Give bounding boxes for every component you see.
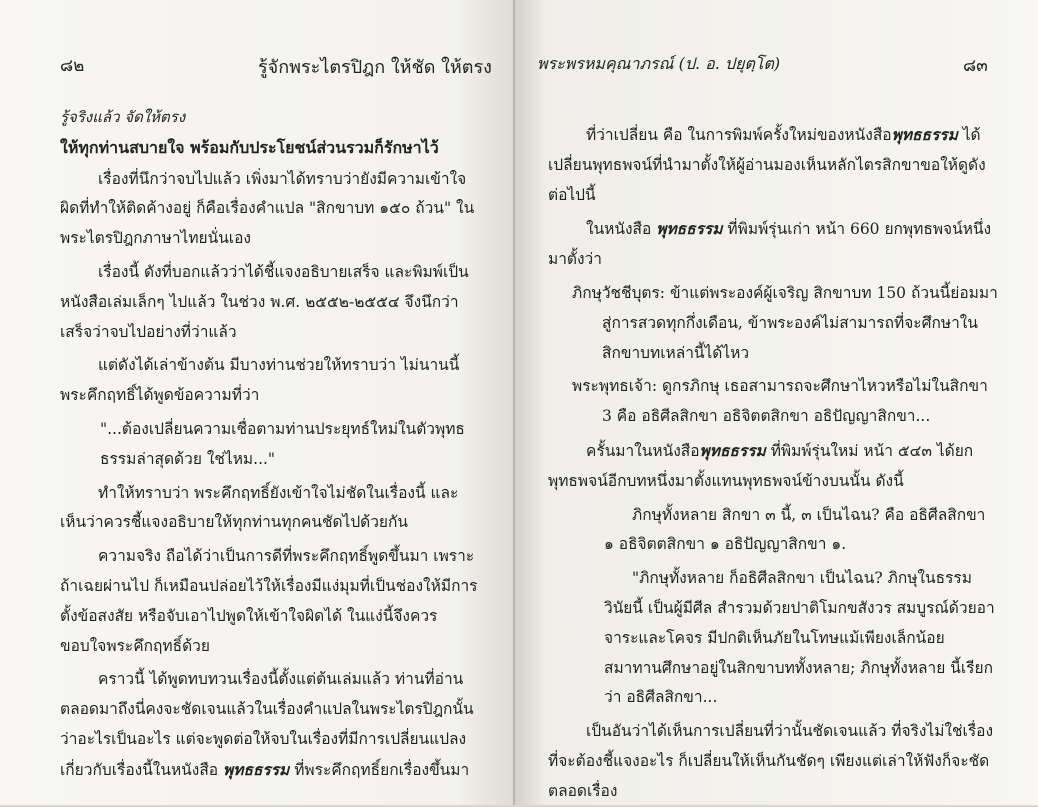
section-subheading-bold: ให้ทุกท่านสบายใจ พร้อมกับประโยชน์ส่วนรวมก็รักษาไว้ xyxy=(60,137,439,157)
dialog-buddha: พระพุทธเจ้า: ดูกรภิกษุ เธอสามารถจะศึกษาไหวหรือไม่ในสิกขา 3 คือ อธิศีลสิกขา อธิจิตตสิกขา อธิปัญญาสิกขา... xyxy=(572,377,988,426)
paragraph-6-tail: ที่พระคึกฤทธิ์ยกเรื่องขึ้นมา xyxy=(289,760,470,779)
right-page-number: ๘๓ xyxy=(963,56,988,76)
left-header-title: รู้จักพระไตรปิฎก ให้ชัด ให้ตรง xyxy=(258,57,492,78)
right-paragraph-1-text: ที่ว่าเปลี่ยน คือ ในการพิมพ์ครั้งใหม่ของหนังสือ xyxy=(586,126,892,144)
right-page-body xyxy=(548,120,998,807)
right-paragraph-3-text: ครั้นมาในหนังสือ xyxy=(586,441,700,460)
dialog-monk: ภิกษุวัชชีบุตร: ข้าแต่พระองค์ผู้เจริญ สิกขาบท 150 ถ้วนนี้ย่อมมาสู่การสวดทุกกึ่งเดือน, ข้าพระองค์ไม่สามารถที่จะศึกษาในสิกขาบทเหล่านี้ได้ไหว xyxy=(572,283,998,362)
paragraph-2: เรื่องนี้ ดังที่บอกแล้วว่าได้ชี้แจงอธิบายเสร็จ และพิมพ์เป็นหนังสือเล่มเล็กๆ ไปแล้ว ในช่วง พ.ศ. ๒๕๕๒-๒๕๕๔ จึงนึกว่าเสร็จว่าจบไปอย่างที่ว่าแล้ว xyxy=(60,262,469,341)
right-paragraph-2-tail: ที่พิมพ์รุ่นเก่า หน้า 660 ยกพุทธพจน์หนึ่งมาตั้งว่า xyxy=(548,220,992,269)
book-title-phutthatham: พุทธธรรม xyxy=(223,759,290,779)
book-title-phutthatham: พุทธธรรม xyxy=(699,440,766,460)
right-paragraph-1-tail: ได้เปลี่ยนพุทธพจน์ที่นำมาตั้งให้ผู้อ่านมองเห็นหลักไตรสิกขาขอให้ดูดังต่อไปนี้ xyxy=(548,126,986,204)
right-paragraph-3-tail: ที่พิมพ์รุ่นใหม่ หน้า ๕๔๓ ได้ยกพุทธพจน์อีกบทหนึ่งมาตั้งแทนพุทธพจน์ข้างบนนั้น ดังนี้ xyxy=(548,441,974,490)
book-title-phutthatham: พุทธธรรม xyxy=(656,219,723,239)
paragraph-1: เรื่องที่นึกว่าจบไปแล้ว เพิ่งมาได้ทราบว่ายังมีความเข้าใจผิดที่ทำให้ติดค้างอยู่ ก็คือเรื่องคำแปล "สิกขาบท ๑๕๐ ถ้วน" ในพระไตรปิฎกภาษาไทยนั่นเอง xyxy=(60,169,475,248)
left-page xyxy=(0,0,515,805)
paragraph-3: แต่ดังได้เล่าข้างต้น มีบางท่านช่วยให้ทราบว่า ไม่นานนี้ พระคึกฤทธิ์ได้พูดข้อความที่ว่า xyxy=(60,356,460,405)
right-paragraph-1 xyxy=(548,120,998,210)
paragraph-6-text: คราวนี้ ได้พูดทบทวนเรื่องนี้ตั้งแต่ต้นเล่มแล้ว ท่านที่อ่านตลอดมาถึงนี่คงจะชัดเจนแล้วในเรื่องคำแปลในพระไตรปิฎกนั้นว่าอะไรเป็นอะไร แต่จะพูดต่อให้จบในเรื่องที่มีการเปลี่ยนแปลงเกี่ยวกับเรื่องนี้ในหนังสือ xyxy=(60,670,474,779)
right-paragraph-4: เป็นอันว่าได้เห็นการเปลี่ยนที่ว่านั้นชัดเจนแล้ว ที่จริงไม่ใช่เรื่องที่จะต้องชี้แจงอะไร ก็เปลี่ยนให้เห็นกันชัดๆ เพียงแต่เล่าให้ฟังก็จะชัดตลอดเรื่อง xyxy=(548,722,994,800)
section-subheading-italic: รู้จริงแล้ว จัดให้ตรง xyxy=(60,108,186,126)
paragraph-6 xyxy=(60,665,480,785)
right-header-title: พระพรหมคุณาภรณ์ (ป. อ. ปยุตฺโต) xyxy=(537,54,781,73)
left-page-body xyxy=(60,103,480,786)
paragraph-4: ทำให้ทราบว่า พระคึกฤทธิ์ยังเข้าใจไม่ชัดในเรื่องนี้ และเห็นว่าควรชี้แจงอธิบายให้ทุกท่านทุกคนชัดไปด้วยกัน xyxy=(60,483,459,532)
quote-adhisila: "ภิกษุทั้งหลาย ก็อธิศีลสิกขา เป็นไฉน? ภิกษุในธรรมวินัยนี้ เป็นผู้มีศีล สำรวมด้วยปาติโมกขสังวร สมบูรณ์ด้วยอาจาระและโคจร มีปกติเห็นภัยในโทษแม้เพียงเล็กน้อย สมาทานศึกษาอยู่ในสิกขาบททั้งหลาย; ภิกษุทั้งหลาย นี้เรียกว่า อธิศีลสิกขา... xyxy=(604,569,995,707)
right-page xyxy=(515,0,1038,805)
right-paragraph-2-text: ในหนังสือ xyxy=(586,220,657,239)
book-title-phutthatham: พุทธธรรม xyxy=(891,125,958,144)
quotation: "...ต้องเปลี่ยนความเชื่อตามท่านประยุทธ์ใหม่ในตัวพุทธธรรมล่าสุดด้วย ใช่ไหม..." xyxy=(100,419,465,468)
quote-three-trainings: ภิกษุทั้งหลาย สิกขา ๓ นี้, ๓ เป็นไฉน? คือ อธิศีลสิกขา ๑ อธิจิตตสิกขา ๑ อธิปัญญาสิกขา ๑. xyxy=(604,505,986,554)
right-paragraph-2 xyxy=(548,214,998,275)
left-page-number: ๘๒ xyxy=(60,56,85,76)
paragraph-5: ความจริง ถือได้ว่าเป็นการดีที่พระคึกฤทธิ์พูดขึ้นมา เพราะถ้าเฉยผ่านไป ก็เหมือนปล่อยไว้ให้เรื่องมีแง่มุมที่เป็นช่องให้มีการตั้งข้อสงสัย หรือจับเอาไปพูดให้เข้าใจผิดได้ ในแง่นี้จึงควรขอบใจพระคึกฤทธิ์ด้วย xyxy=(60,547,478,655)
right-paragraph-3 xyxy=(548,436,998,497)
